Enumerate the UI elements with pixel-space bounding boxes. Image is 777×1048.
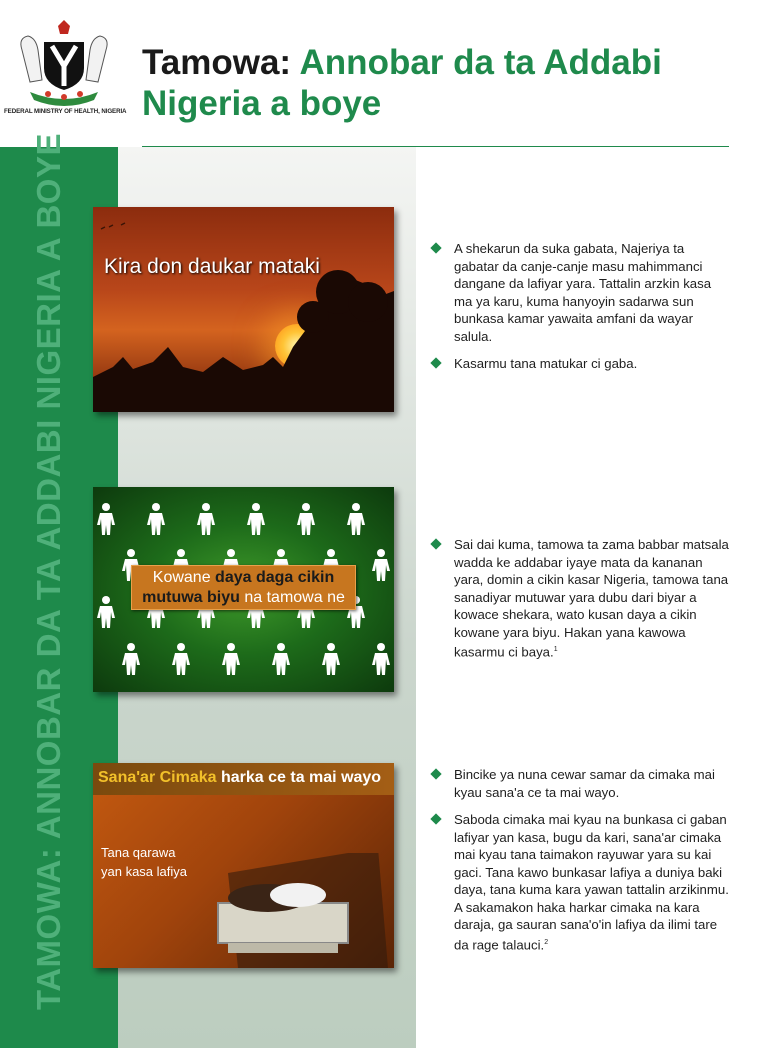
slide3-side-text [101, 843, 196, 881]
bullet-item [430, 536, 730, 661]
slide3-side-line1: Tana qarawa [101, 845, 176, 860]
bullet-text: Sai dai kuma, tamowa ta zama babbar matsala wadda ke addabar iyaye mata da kananan yara, domin a cikin kasar Nigeria, tamowa tana sanadiyar mutuwar yara dubu dari biyar a kowace shekara, wato kusan daya a cikin kowane yara biyu. Hakan yana kawowa kasarmu ci baya. [454, 537, 729, 660]
slide3-side-line2: yan kasa lafiya [101, 864, 187, 879]
footnote-marker: 2 [544, 938, 549, 946]
bullet-section-3 [430, 766, 730, 963]
diamond-bullet-icon [430, 813, 441, 824]
slide2-caption-d: na tamowa ne [239, 589, 345, 606]
diamond-bullet-icon [430, 768, 441, 779]
bullet-text: A shekarun da suka gabata, Najeriya ta gabatar da canje-canje masu mahimmanci dangane da lafiyar yara. Tattalin arzkin kasa ma ya karu, kuma hanyoyin sadarwa sun bunkasa kamar yawaita amfani da wayar salula. [454, 241, 712, 344]
diamond-bullet-icon [430, 357, 441, 368]
diamond-bullet-icon [430, 538, 441, 549]
tree-silhouette-icon [93, 207, 394, 412]
bullet-section-1 [430, 240, 730, 383]
slide1-caption: Kira don daukar mataki [104, 255, 320, 278]
slide-sunset [93, 207, 394, 412]
header [0, 0, 777, 150]
bullet-item [430, 240, 730, 345]
bullet-text: Saboda cimaka mai kyau na bunkasa ci gaban lafiyar yan kasa, bugu da kari, sana'ar cimaka mai kyau tana taimakon rayuwar yara su kai gaci. Tana kawo bunkasar lafiya a duniya baki daya, tana kuma kara yawan tattalin arzikinmu. A sakamakon haka harkar cimaka na kara daraja, ga sauran sana'o'in lafiya da ilimi tare da rage talauci. [454, 812, 729, 952]
slide2-banner [131, 565, 356, 610]
slide2-caption-b: daya daga cikin [215, 569, 335, 586]
footnote-marker: 1 [553, 646, 558, 653]
bullet-item [430, 766, 730, 801]
baby-scale-icon [208, 853, 388, 968]
slide3-banner-text [98, 769, 381, 787]
slide-nutrition [93, 763, 394, 968]
title-accent-line2: Nigeria a boye [142, 84, 382, 123]
slide3-banner-rest: harka ce ta mai wayo [216, 769, 382, 786]
diamond-bullet-icon [430, 242, 441, 253]
slide-people [93, 487, 394, 692]
slide3-banner-highlight: Sana'ar Cimaka [98, 769, 217, 786]
bullet-text: Kasarmu tana matukar ci gaba. [454, 356, 638, 371]
bullet-item [430, 355, 730, 373]
vertical-sidebar-title: TAMOWA: ANNOBAR DA TA ADDABI NIGERIA A BOYE [30, 132, 67, 1010]
bullet-section-2 [430, 536, 730, 671]
page-title [142, 42, 762, 124]
slide2-caption-c: mutuwa biyu [142, 589, 240, 606]
title-prefix: Tamowa: [142, 43, 300, 82]
slide2-caption-a: Kowane [152, 569, 216, 586]
bullet-text: Bincike ya nuna cewar samar da cimaka mai kyau sana'a ce ta mai wayo. [454, 767, 715, 800]
bullet-item [430, 811, 730, 953]
title-accent-line1: Annobar da ta Addabi [299, 43, 662, 82]
coat-of-arms-logo [8, 20, 120, 120]
logo-caption: FEDERAL MINISTRY OF HEALTH, NIGERIA [4, 108, 127, 115]
